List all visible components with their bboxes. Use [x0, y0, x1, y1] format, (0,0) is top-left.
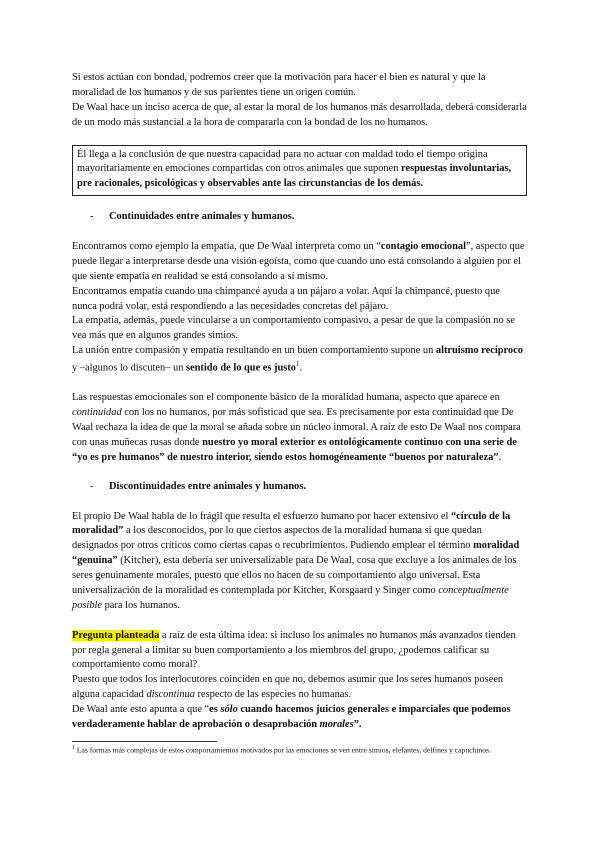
highlighted-term: Pregunta planteada: [72, 629, 160, 641]
paragraph-respuestas-emocionales: [72, 391, 527, 465]
italic-term: continuidad: [72, 407, 122, 419]
bold-term: “círculo de la moralidad”: [72, 510, 511, 537]
section-title: Continuidades entre animales y humanos.: [109, 211, 295, 223]
text-run: El propio De Waal habla de lo frágil que resulta el esfuerzo humano por hacer extensivo el: [72, 510, 451, 522]
footnote: [72, 744, 527, 756]
section-heading-discontinuidades: [72, 480, 527, 495]
paragraph-discontinua: [72, 673, 527, 703]
dash-bullet: -: [90, 480, 94, 492]
bold-italic-term: sólo: [220, 704, 238, 716]
paragraph-altruismo: [72, 344, 527, 376]
bold-term: moralidad “genuina”: [72, 540, 520, 567]
text-run: respecto de las especies no humanas.: [194, 689, 352, 701]
bold-term: contagio emocional: [380, 241, 466, 252]
text-run: De Waal ante esto apunta a que “: [72, 704, 210, 716]
text-run: .: [299, 362, 303, 374]
text-run: Puesto que todos los interlocutores coinciden en que no, debemos asumir que los seres humanos poseen alguna capacidad: [72, 674, 504, 701]
text-run: con los no humanos, por más sofisticad que sea. Es precisamente por esta continuidad que De Waal rechaza la idea de que la moral se añada sobre un núcleo inmoral. A raíz de esto De Waal nos compara con unas muñecas rusas donde: [72, 407, 521, 448]
section-heading-continuidades: [72, 210, 527, 225]
text-run: ”, aspecto que puede llegar a interpretarse desde una visión egoísta, como que cuando uno está consolando a alguien por el que siente empatía en realidad se está consolando a sí mismo.: [72, 241, 525, 282]
conclusion-bold: respuestas involuntarias, pre racionales, psicológicas y observables ante las circunstancias de los demás.: [77, 163, 512, 190]
document-body: [72, 71, 527, 756]
paragraph-juicios: [72, 703, 527, 733]
text-run: a los desconocidos, por lo que ciertos aspectos de la moralidad humana sí que quedan designados por otros críticos como ciertas capas o recubrimientos. Pudiendo emplear el término: [72, 525, 482, 552]
bold-term: es: [209, 704, 221, 716]
footnote-text: Las formas más complejas de estos comportamientos motivados por las emociones se ven entre simios, elefantes, delfines y capuchinos.: [75, 745, 491, 755]
bold-term: altruismo recíproco: [435, 345, 523, 357]
italic-term: discontinua: [146, 689, 195, 701]
footnote-reference[interactable]: 1: [295, 360, 300, 368]
bold-term: nuestro yo moral exterior es ontológicamente continuo con una serie de “yo es pre humanos” de nuestro interior, siendo estos homogéneamente “buenos por naturaleza”: [72, 436, 517, 463]
text-run: .: [498, 451, 502, 463]
paragraph-compasion: La empatía, además, puede vincularse a un comportamiento compasivo, a pesar de que la compasión no se vea más que en algunos grandes simios.: [72, 315, 515, 342]
paragraph-pregunta: [72, 629, 527, 674]
paragraph-intro-1: Si estos actúan con bondad, podremos creer que la motivación para hacer el bien es natural y que la moralidad de los humanos y de sus parientes tiene un origen común.: [72, 72, 486, 98]
bold-term: cuando hacemos juicios generales e imparciales que podemos verdaderamente hablar de aprobación o desaprobación: [72, 704, 511, 730]
conclusion-box: [72, 145, 527, 197]
text-run: La unión entre compasión y empatía resultando en un buen comportamiento supone un: [72, 345, 436, 357]
section-title: Discontinuidades entre animales y humanos.: [109, 480, 306, 492]
text-run: a raíz de esta última idea: si incluso los animales no humanos más avanzados tienden por regla general a limitar su buen comportamiento a los miembros del grupo, ¿podemos calificar su comportamiento como moral?: [72, 629, 516, 671]
bold-term: ”.: [353, 718, 362, 730]
text-run: Encontramos como ejemplo la empatía, que De Waal interpreta como un “: [72, 241, 381, 252]
text-run: (Kitcher), esta debería ser universalizable para De Waal, cosa que excluye a los animales de los seres genuinamente morales, puesto que ellos no hacen de su comportamiento algo universal. Esta universalización de la moralidad es contemplada por Kitcher, Korsgaard y Singer como: [72, 555, 517, 596]
text-run: y –algunos lo discuten– un: [72, 362, 186, 374]
paragraph-intro-2: De Waal hace un inciso acerca de que, al estar la moral de los humanos más desarrollada, deberá considerarla de un modo más sustancial a la hora de compararla con la bondad de los no humanos.: [72, 101, 527, 128]
conclusion-text: Él llega a la conclusión de que nuestra capacidad para no actuar con maldad todo el tiempo origina mayoritariamente en emociones compartidas con otros animales que suponen: [77, 148, 488, 175]
footnote-separator: [72, 741, 217, 742]
text-run: para los humanos.: [102, 599, 180, 611]
italic-term: conceptualmente posible: [72, 584, 509, 611]
bold-italic-term: morales: [319, 718, 354, 730]
bold-term: sentido de lo que es justo: [186, 362, 296, 374]
paragraph-empatia: [72, 240, 527, 285]
text-run: Las respuestas emocionales son el componente básico de la moralidad humana, aspecto que aparece en: [72, 392, 500, 404]
paragraph-circulo-moralidad: [72, 510, 527, 614]
footnote-number: 1: [72, 744, 75, 751]
paragraph-chimpance: Encontramos empatía cuando una chimpancé ayuda a un pájaro a volar. Aquí la chimpancé, puesto que nunca podrá volar, está respondiendo a las necesidades concretas del pájaro.: [72, 285, 500, 312]
dash-bullet: -: [90, 211, 94, 223]
